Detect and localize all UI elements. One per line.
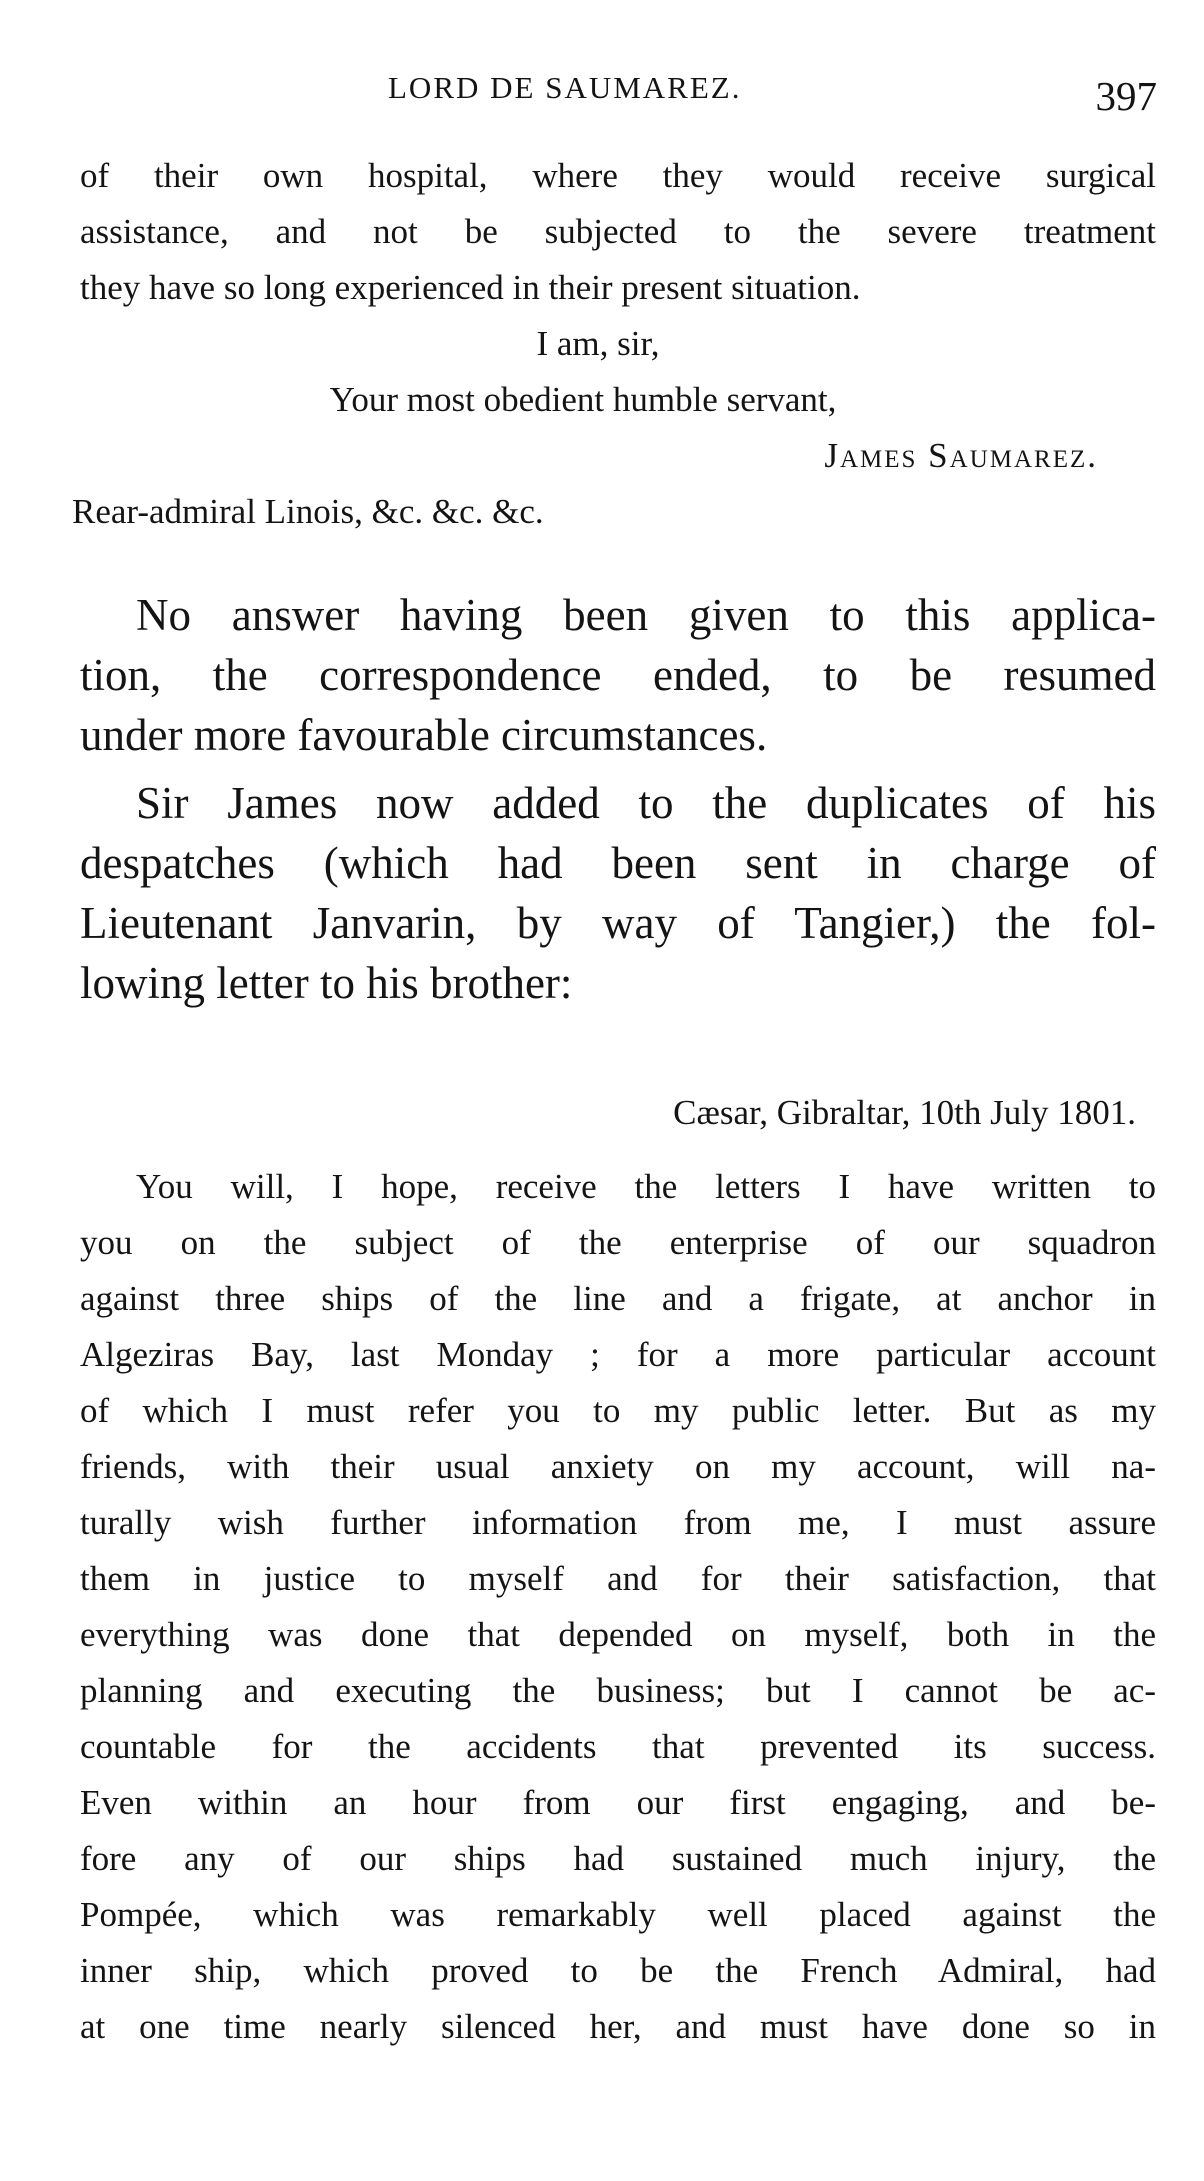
- paragraph: [80, 773, 1156, 1013]
- text-line: you on the subject of the enterprise of our squadron: [80, 1223, 1156, 1262]
- letter-close-section: [72, 148, 1156, 540]
- text-line: countable for the accidents that prevented its success.: [80, 1727, 1156, 1766]
- text-line: fore any of our ships had sustained much injury, the: [80, 1839, 1156, 1878]
- text-line: Algeziras Bay, last Monday ; for a more particular account: [80, 1335, 1156, 1374]
- dateline: Cæsar, Gibraltar, 10th July 1801.: [673, 1093, 1136, 1132]
- salutation: I am, sir,: [536, 324, 660, 363]
- narrative-section: [80, 585, 1156, 1013]
- text-line: despatches (which had been sent in charge of: [80, 838, 1156, 888]
- text-line: them in justice to myself and for their satisfaction, that: [80, 1559, 1156, 1598]
- text-line: of which I must refer you to my public letter. But as my: [80, 1391, 1156, 1430]
- text-line: lowing letter to his brother:: [80, 958, 573, 1008]
- text-line: inner ship, which proved to be the French Admiral, had: [80, 1951, 1156, 1990]
- running-head: LORD DE SAUMAREZ.: [388, 70, 742, 105]
- text-line: assistance, and not be subjected to the severe treatment: [80, 212, 1156, 251]
- text-line: No answer having been given to this applica-: [136, 590, 1156, 640]
- text-line: at one time nearly silenced her, and must have done so in: [80, 2007, 1156, 2046]
- page-number: 397: [1095, 73, 1157, 119]
- text-line: Pompée, which was remarkably well placed against the: [80, 1895, 1156, 1934]
- text-line: friends, with their usual anxiety on my account, will na-: [80, 1447, 1156, 1486]
- text-line: they have so long experienced in their present situation.: [80, 268, 861, 307]
- text-line: under more favourable circumstances.: [80, 710, 768, 760]
- text-line: of their own hospital, where they would receive surgical: [80, 156, 1156, 195]
- text-line: turally wish further information from me, I must assure: [80, 1503, 1156, 1542]
- text-line: planning and executing the business; but I cannot be ac-: [80, 1671, 1156, 1710]
- signature: James Saumarez.: [824, 436, 1098, 475]
- text-line: Even within an hour from our first engaging, and be-: [80, 1783, 1156, 1822]
- text-line: everything was done that depended on myself, both in the: [80, 1615, 1156, 1654]
- closing: Your most obedient humble servant,: [329, 380, 837, 419]
- text-line: You will, I hope, receive the letters I have written to: [136, 1167, 1156, 1206]
- text-line: tion, the correspondence ended, to be resumed: [80, 650, 1156, 700]
- paragraph: [80, 585, 1156, 765]
- addressee: Rear-admiral Linois, &c. &c. &c.: [72, 492, 544, 531]
- text-line: Lieutenant Janvarin, by way of Tangier,) the fol-: [80, 898, 1156, 948]
- letter-section: [80, 1085, 1156, 2055]
- text-line: Sir James now added to the duplicates of his: [136, 778, 1156, 828]
- text-line: against three ships of the line and a frigate, at anchor in: [80, 1279, 1156, 1318]
